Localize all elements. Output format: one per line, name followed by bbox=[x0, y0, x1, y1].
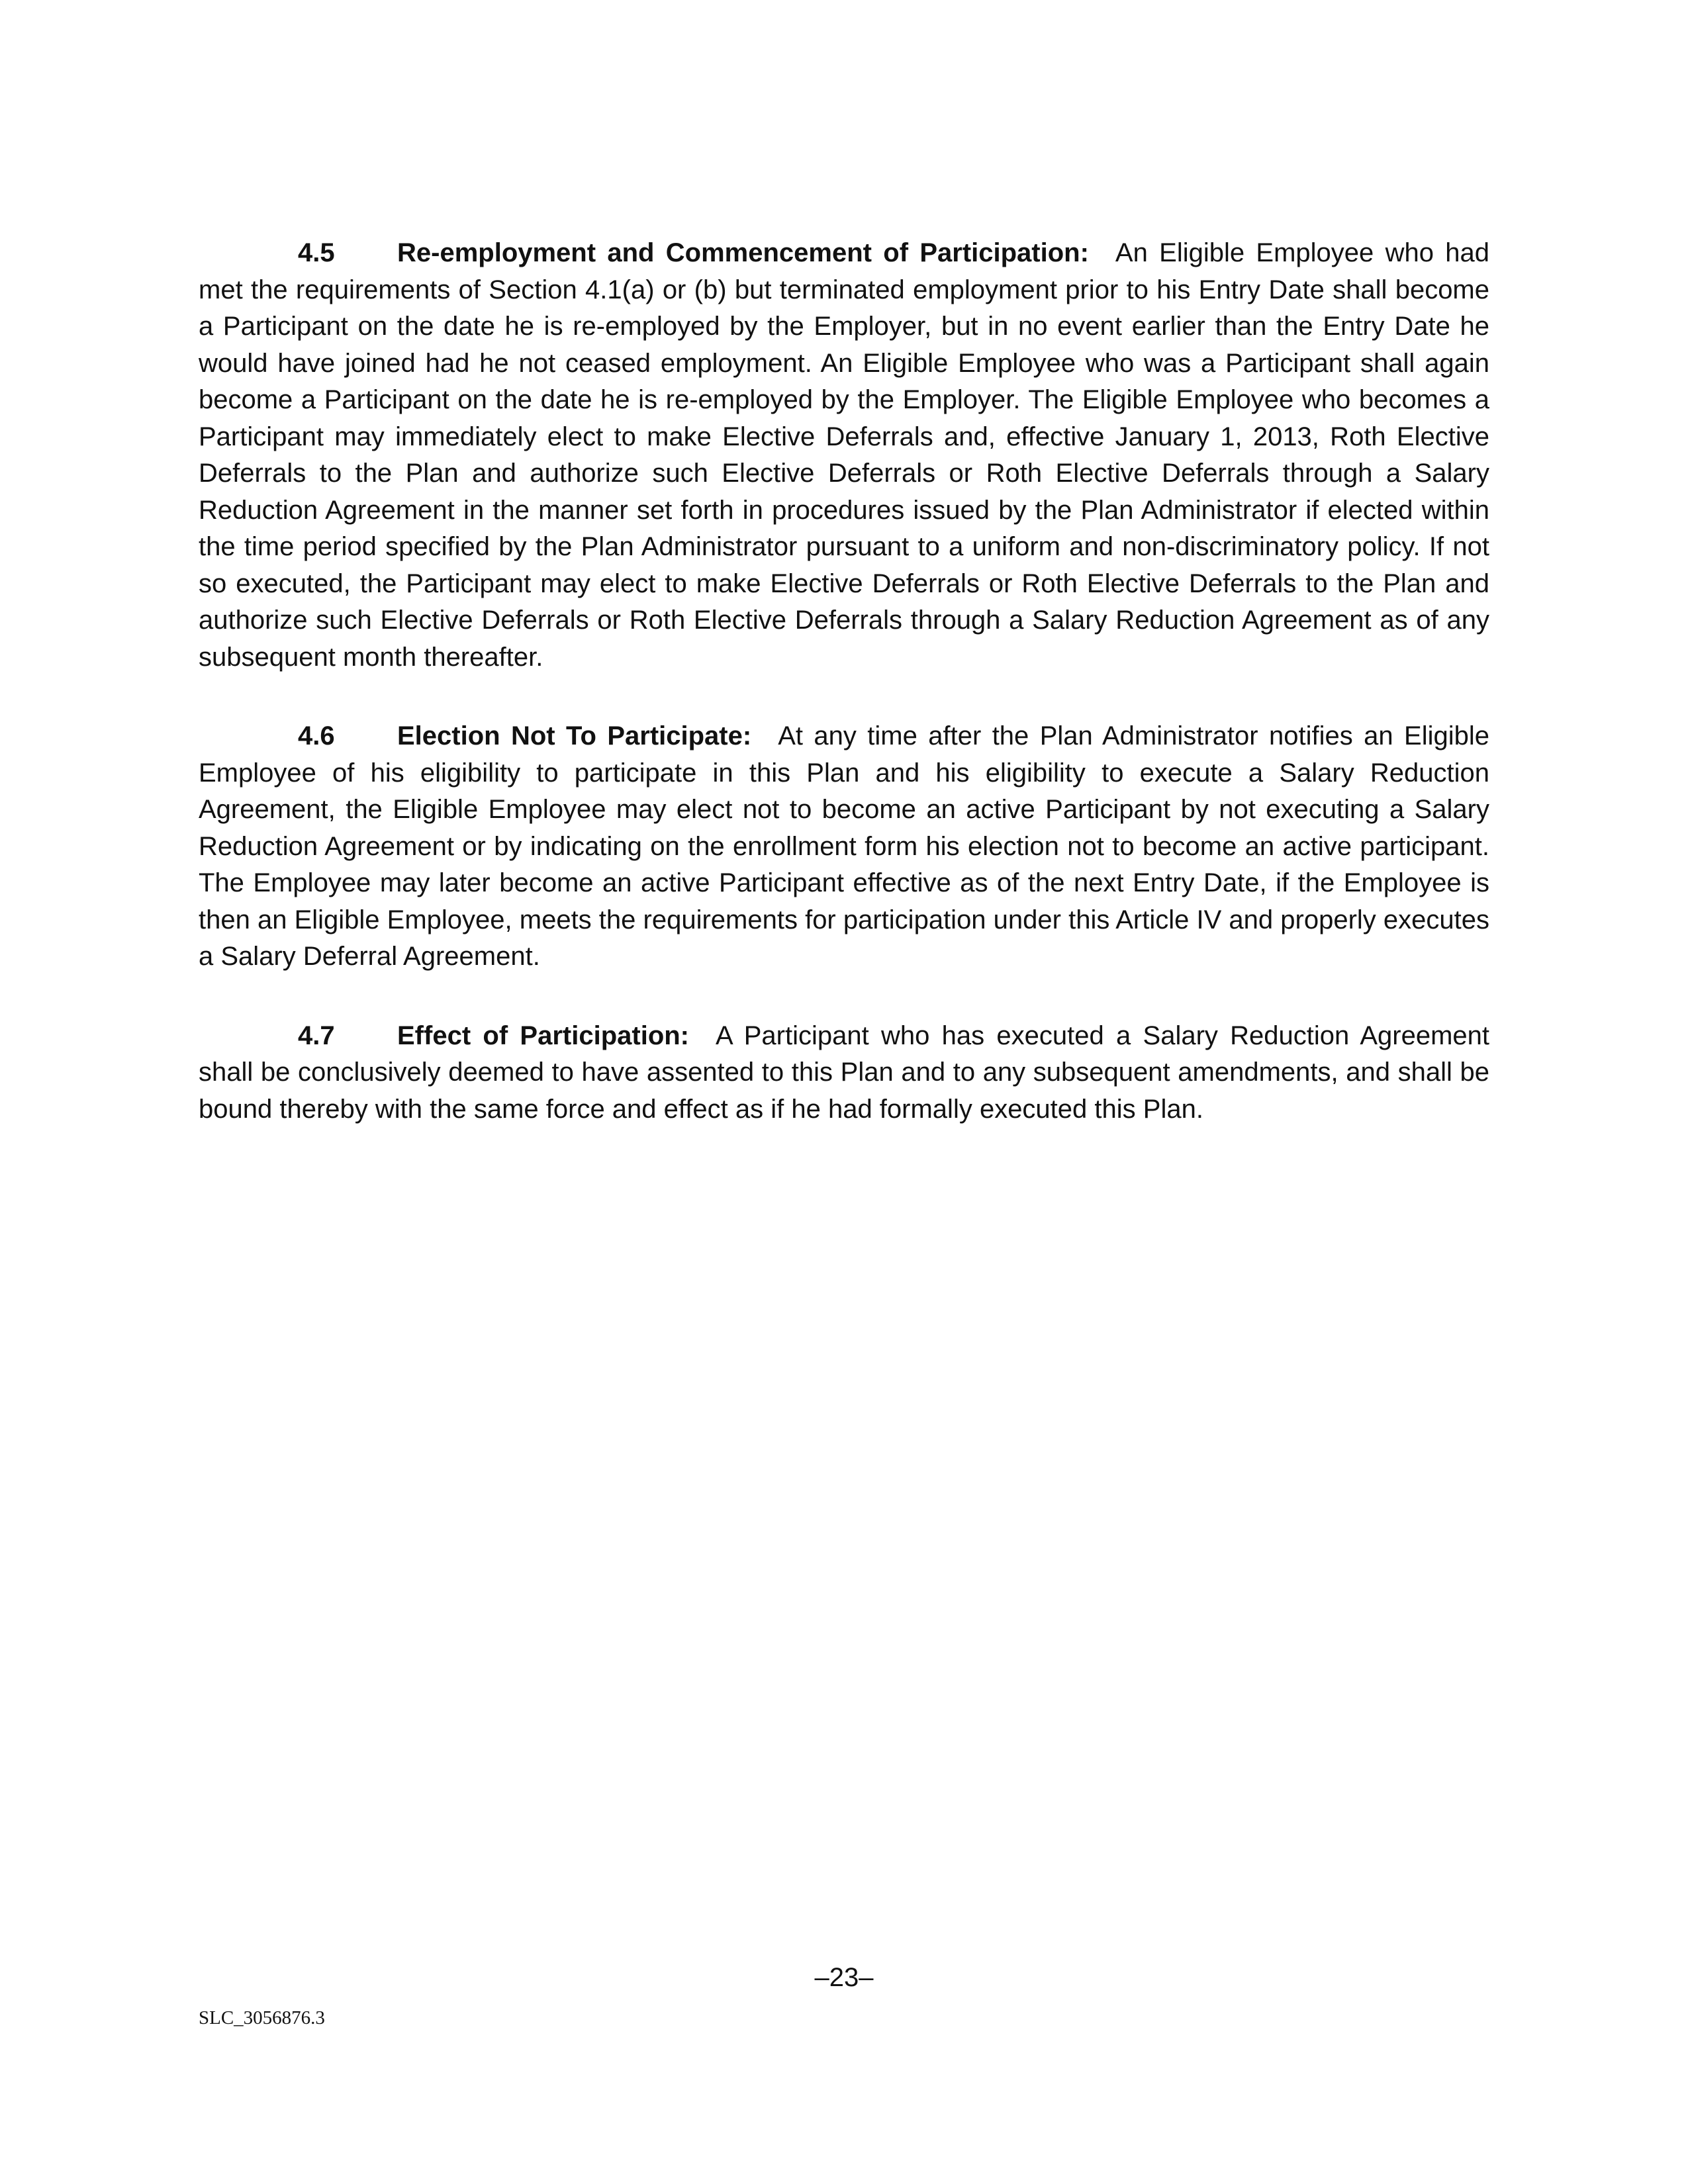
section-title: Effect of Participation: bbox=[397, 1021, 690, 1050]
document-id: SLC_3056876.3 bbox=[199, 2007, 325, 2028]
section-text: At any time after the Plan Administrator notifies an Eligible Employee of his eligibility to participate in this Plan and his eligibility to execute a Salary Reduction Agreement, the Eligible Employee may elect not to become an active Participant by not executing a Salary Reduction Agreement or by indicating on the enrollment form his election not to become an active participant. The Employee may later become an active Participant effective as of the next Entry Date, if the Employee is then an Eligible Employee, meets the requirements for participation under this Article IV and properly executes a Salary Deferral Agreement. bbox=[199, 721, 1489, 971]
section-4-6 bbox=[199, 718, 1489, 976]
section-4-5 bbox=[199, 235, 1489, 676]
section-title: Re-employment and Commencement of Participation: bbox=[397, 238, 1089, 267]
document-body bbox=[199, 235, 1489, 1170]
section-number: 4.7 bbox=[298, 1021, 335, 1050]
section-title: Election Not To Participate: bbox=[397, 721, 752, 751]
page-number: –23– bbox=[814, 1963, 874, 1992]
section-text: An Eligible Employee who had met the requirements of Section 4.1(a) or (b) but terminated employment prior to his Entry Date shall become a Participant on the date he is re-employed by the Employer, but in no event earlier than the Entry Date he would have joined had he not ceased employment. An Eligible Employee who was a Participant shall again become a Participant on the date he is re-employed by the Employer. The Eligible Employee who becomes a Participant may immediately elect to make Elective Deferrals and, effective January 1, 2013, Roth Elective Deferrals to the Plan and authorize such Elective Deferrals or Roth Elective Deferrals through a Salary Reduction Agreement in the manner set forth in procedures issued by the Plan Administrator if elected within the time period specified by the Plan Administrator pursuant to a uniform and non-discriminatory policy. If not so executed, the Participant may elect to make Elective Deferrals or Roth Elective Deferrals to the Plan and authorize such Elective Deferrals or Roth Elective Deferrals through a Salary Reduction Agreement as of any subsequent month thereafter. bbox=[199, 238, 1489, 672]
section-text: A Participant who has executed a Salary Reduction Agreement shall be conclusively deemed to have assented to this Plan and to any subsequent amendments, and shall be bound thereby with the same force and effect as if he had formally executed this Plan. bbox=[199, 1021, 1490, 1124]
section-number: 4.5 bbox=[298, 238, 335, 267]
section-number: 4.6 bbox=[298, 721, 335, 751]
section-4-7 bbox=[199, 1018, 1489, 1128]
